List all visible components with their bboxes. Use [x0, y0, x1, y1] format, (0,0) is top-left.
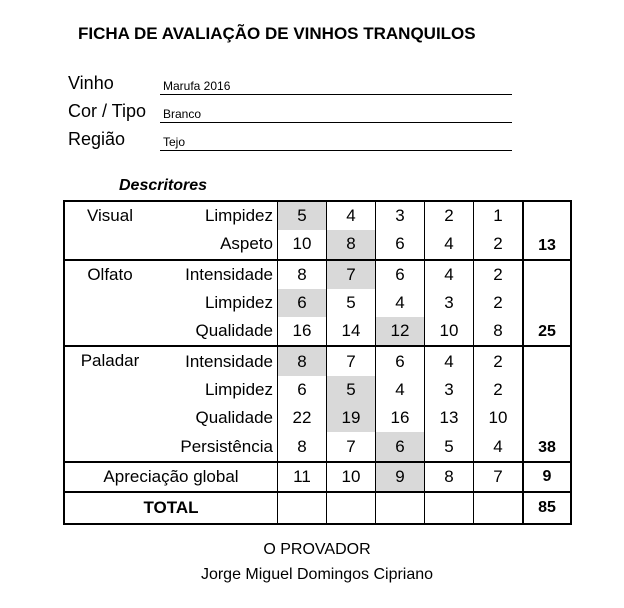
subtotal-paladar: 38 [523, 346, 571, 461]
criterion-label: Persistência [180, 436, 273, 456]
criterion-label: Limpidez [204, 206, 273, 226]
category-visual: Visual [87, 206, 133, 225]
score-cell[interactable]: 8 [425, 462, 474, 492]
evaluation-table [63, 200, 572, 525]
score-cell[interactable]: 16 [376, 404, 425, 432]
table-row [64, 201, 571, 230]
total-row [64, 492, 571, 524]
descriptors-heading: Descritores [119, 177, 208, 194]
score-cell[interactable]: 2 [474, 289, 524, 317]
score-cell[interactable]: 11 [278, 462, 327, 492]
score-cell[interactable]: 13 [425, 404, 474, 432]
score-cell[interactable]: 6 [376, 230, 425, 259]
score-cell[interactable]: 19 [327, 404, 376, 432]
taster-role: O PROVADOR [263, 541, 371, 558]
table-row [64, 260, 571, 289]
score-cell[interactable]: 6 [278, 289, 327, 317]
criterion-label: Limpidez [204, 293, 273, 313]
empty-cell [425, 492, 474, 524]
empty-cell [376, 492, 425, 524]
wine-field[interactable]: Marufa 2016 [160, 75, 512, 95]
score-cell[interactable]: 3 [376, 201, 425, 230]
score-cell[interactable]: 6 [278, 376, 327, 404]
empty-cell [327, 492, 376, 524]
score-cell[interactable]: 10 [474, 404, 524, 432]
score-cell[interactable]: 3 [425, 289, 474, 317]
empty-cell [474, 492, 524, 524]
score-cell[interactable]: 2 [425, 201, 474, 230]
table-row [64, 462, 571, 492]
empty-cell [278, 492, 327, 524]
score-cell[interactable]: 4 [425, 346, 474, 375]
score-cell[interactable]: 2 [474, 346, 524, 375]
category-olfato: Olfato [64, 260, 155, 347]
wine-label: Vinho [68, 73, 114, 93]
taster-name: Jorge Miguel Domingos Cipriano [200, 566, 434, 583]
score-cell[interactable]: 8 [278, 432, 327, 461]
score-cell[interactable]: 2 [474, 260, 524, 289]
score-cell[interactable]: 22 [278, 404, 327, 432]
criterion-label: Qualidade [195, 408, 273, 428]
category-paladar: Paladar [64, 346, 155, 461]
region-label: Região [68, 129, 126, 149]
total-value: 85 [523, 492, 571, 524]
score-cell[interactable]: 4 [425, 230, 474, 259]
score-cell[interactable]: 1 [474, 201, 524, 230]
score-cell[interactable]: 10 [327, 462, 376, 492]
score-cell[interactable]: 7 [327, 260, 376, 289]
score-cell[interactable]: 7 [327, 432, 376, 461]
score-cell[interactable]: 2 [474, 376, 524, 404]
score-cell[interactable]: 3 [425, 376, 474, 404]
subtotal-global: 9 [523, 462, 571, 492]
global-appreciation-label: Apreciação global [64, 462, 278, 492]
score-cell[interactable]: 10 [425, 317, 474, 346]
criterion-label: Intensidade [155, 260, 278, 289]
score-cell[interactable]: 4 [327, 201, 376, 230]
subtotal-olfato: 25 [523, 260, 571, 347]
score-cell[interactable]: 6 [376, 260, 425, 289]
region-field[interactable]: Tejo [160, 131, 512, 151]
criterion-label: Qualidade [195, 321, 273, 341]
score-cell[interactable]: 2 [474, 230, 524, 259]
score-cell[interactable]: 6 [376, 432, 425, 461]
score-cell[interactable]: 4 [376, 376, 425, 404]
score-cell[interactable]: 10 [278, 230, 327, 259]
score-cell[interactable]: 14 [327, 317, 376, 346]
color-type-field[interactable]: Branco [160, 103, 512, 123]
score-cell[interactable]: 5 [425, 432, 474, 461]
criterion-label: Intensidade [155, 346, 278, 375]
score-cell[interactable]: 5 [327, 376, 376, 404]
score-cell[interactable]: 7 [474, 462, 524, 492]
score-cell[interactable]: 8 [278, 346, 327, 375]
criterion-label: Aspeto [220, 234, 273, 254]
score-cell[interactable]: 8 [327, 230, 376, 259]
score-cell[interactable]: 6 [376, 346, 425, 375]
score-cell[interactable]: 5 [327, 289, 376, 317]
color-type-label: Cor / Tipo [68, 101, 147, 121]
score-cell[interactable]: 12 [376, 317, 425, 346]
score-cell[interactable]: 16 [278, 317, 327, 346]
page-title: FICHA DE AVALIAÇÃO DE VINHOS TRANQUILOS [78, 24, 476, 43]
score-cell[interactable]: 8 [278, 260, 327, 289]
score-cell[interactable]: 4 [425, 260, 474, 289]
score-cell[interactable]: 9 [376, 462, 425, 492]
table-row [64, 346, 571, 375]
score-cell[interactable]: 5 [278, 201, 327, 230]
score-cell[interactable]: 7 [327, 346, 376, 375]
total-label: TOTAL [143, 497, 199, 517]
score-cell[interactable]: 4 [376, 289, 425, 317]
score-cell[interactable]: 8 [474, 317, 524, 346]
score-cell[interactable]: 4 [474, 432, 524, 461]
criterion-label: Limpidez [204, 379, 273, 399]
subtotal-visual: 13 [523, 201, 571, 260]
